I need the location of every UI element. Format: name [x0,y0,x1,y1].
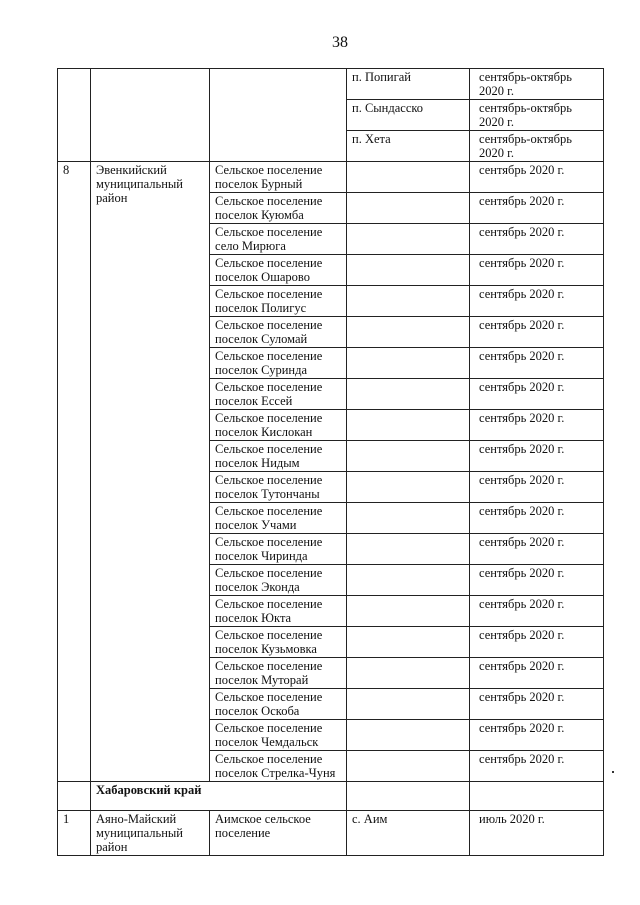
place-cell [347,751,470,782]
date-cell: сентябрь 2020 г. [470,658,604,689]
table-row [58,162,604,193]
date-cell: июль 2020 г. [470,811,604,856]
settlement-cell: Сельское поселение поселок Суломай [210,317,347,348]
place-cell [347,348,470,379]
date-cell: сентябрь 2020 г. [470,565,604,596]
date-cell: сентябрь-октябрь 2020 г. [470,131,604,162]
district-cell [91,69,210,162]
settlement-cell: Сельское поселение поселок Кислокан [210,410,347,441]
settlement-cell: Сельское поселение поселок Ессей [210,379,347,410]
date-cell: сентябрь 2020 г. [470,317,604,348]
date-cell [470,782,604,811]
settlement-cell: Сельское поселение поселок Оскоба [210,689,347,720]
place-cell [347,472,470,503]
place-cell [347,596,470,627]
place-cell [347,658,470,689]
settlement-cell: Сельское поселение село Мирюга [210,224,347,255]
region-heading: Хабаровский край [91,782,347,811]
place-cell [347,565,470,596]
date-cell: сентябрь 2020 г. [470,379,604,410]
place-cell [347,162,470,193]
district-cell: Эвенкийский муниципальный район [91,162,210,782]
settlement-cell: Сельское поселение поселок Муторай [210,658,347,689]
page-number: 38 [332,34,348,51]
date-cell: сентябрь 2020 г. [470,534,604,565]
settlement-cell: Сельское поселение поселок Юкта [210,596,347,627]
table-row [58,69,604,100]
date-cell: сентябрь 2020 г. [470,720,604,751]
place-cell [347,255,470,286]
place-cell [347,689,470,720]
settlement-cell [210,69,347,162]
date-cell: сентябрь-октябрь 2020 г. [470,100,604,131]
date-cell: сентябрь 2020 г. [470,348,604,379]
place-cell [347,224,470,255]
place-cell: п. Сындасско [347,100,470,131]
number-cell [58,69,91,162]
date-cell: сентябрь 2020 г. [470,162,604,193]
date-cell: сентябрь 2020 г. [470,596,604,627]
number-cell [58,782,91,811]
date-cell: сентябрь 2020 г. [470,441,604,472]
settlement-cell: Сельское поселение поселок Чемдальск [210,720,347,751]
scan-dot [612,771,614,773]
place-cell: с. Аим [347,811,470,856]
place-cell: п. Хета [347,131,470,162]
place-cell [347,503,470,534]
place-cell: п. Попигай [347,69,470,100]
place-cell [347,534,470,565]
settlement-cell: Сельское поселение поселок Бурный [210,162,347,193]
place-cell [347,441,470,472]
place-cell [347,720,470,751]
place-cell [347,286,470,317]
date-cell: сентябрь 2020 г. [470,689,604,720]
date-cell: сентябрь 2020 г. [470,286,604,317]
settlement-cell: Сельское поселение поселок Чиринда [210,534,347,565]
place-cell [347,193,470,224]
date-cell: сентябрь 2020 г. [470,751,604,782]
date-cell: сентябрь 2020 г. [470,193,604,224]
settlement-cell: Сельское поселение поселок Ошарово [210,255,347,286]
settlements-table [57,68,604,856]
date-cell: сентябрь 2020 г. [470,224,604,255]
place-cell [347,410,470,441]
settlement-cell: Аимское сельское поселение [210,811,347,856]
settlement-cell: Сельское поселение поселок Суринда [210,348,347,379]
settlement-cell: Сельское поселение поселок Учами [210,503,347,534]
date-cell: сентябрь 2020 г. [470,503,604,534]
date-cell: сентябрь 2020 г. [470,255,604,286]
date-cell: сентябрь 2020 г. [470,410,604,441]
place-cell [347,317,470,348]
place-cell [347,782,470,811]
number-cell: 8 [58,162,91,782]
settlement-cell: Сельское поселение поселок Полигус [210,286,347,317]
date-cell: сентябрь 2020 г. [470,627,604,658]
number-cell: 1 [58,811,91,856]
region-row [58,782,604,811]
district-cell: Аяно-Майский муниципальный район [91,811,210,856]
place-cell [347,627,470,658]
settlement-cell: Сельское поселение поселок Куюмба [210,193,347,224]
table-row [58,811,604,856]
settlement-cell: Сельское поселение поселок Эконда [210,565,347,596]
settlement-cell: Сельское поселение поселок Нидым [210,441,347,472]
date-cell: сентябрь 2020 г. [470,472,604,503]
settlement-cell: Сельское поселение поселок Кузьмовка [210,627,347,658]
date-cell: сентябрь-октябрь 2020 г. [470,69,604,100]
place-cell [347,379,470,410]
settlement-cell: Сельское поселение поселок Тутончаны [210,472,347,503]
settlement-cell: Сельское поселение поселок Стрелка-Чуня [210,751,347,782]
